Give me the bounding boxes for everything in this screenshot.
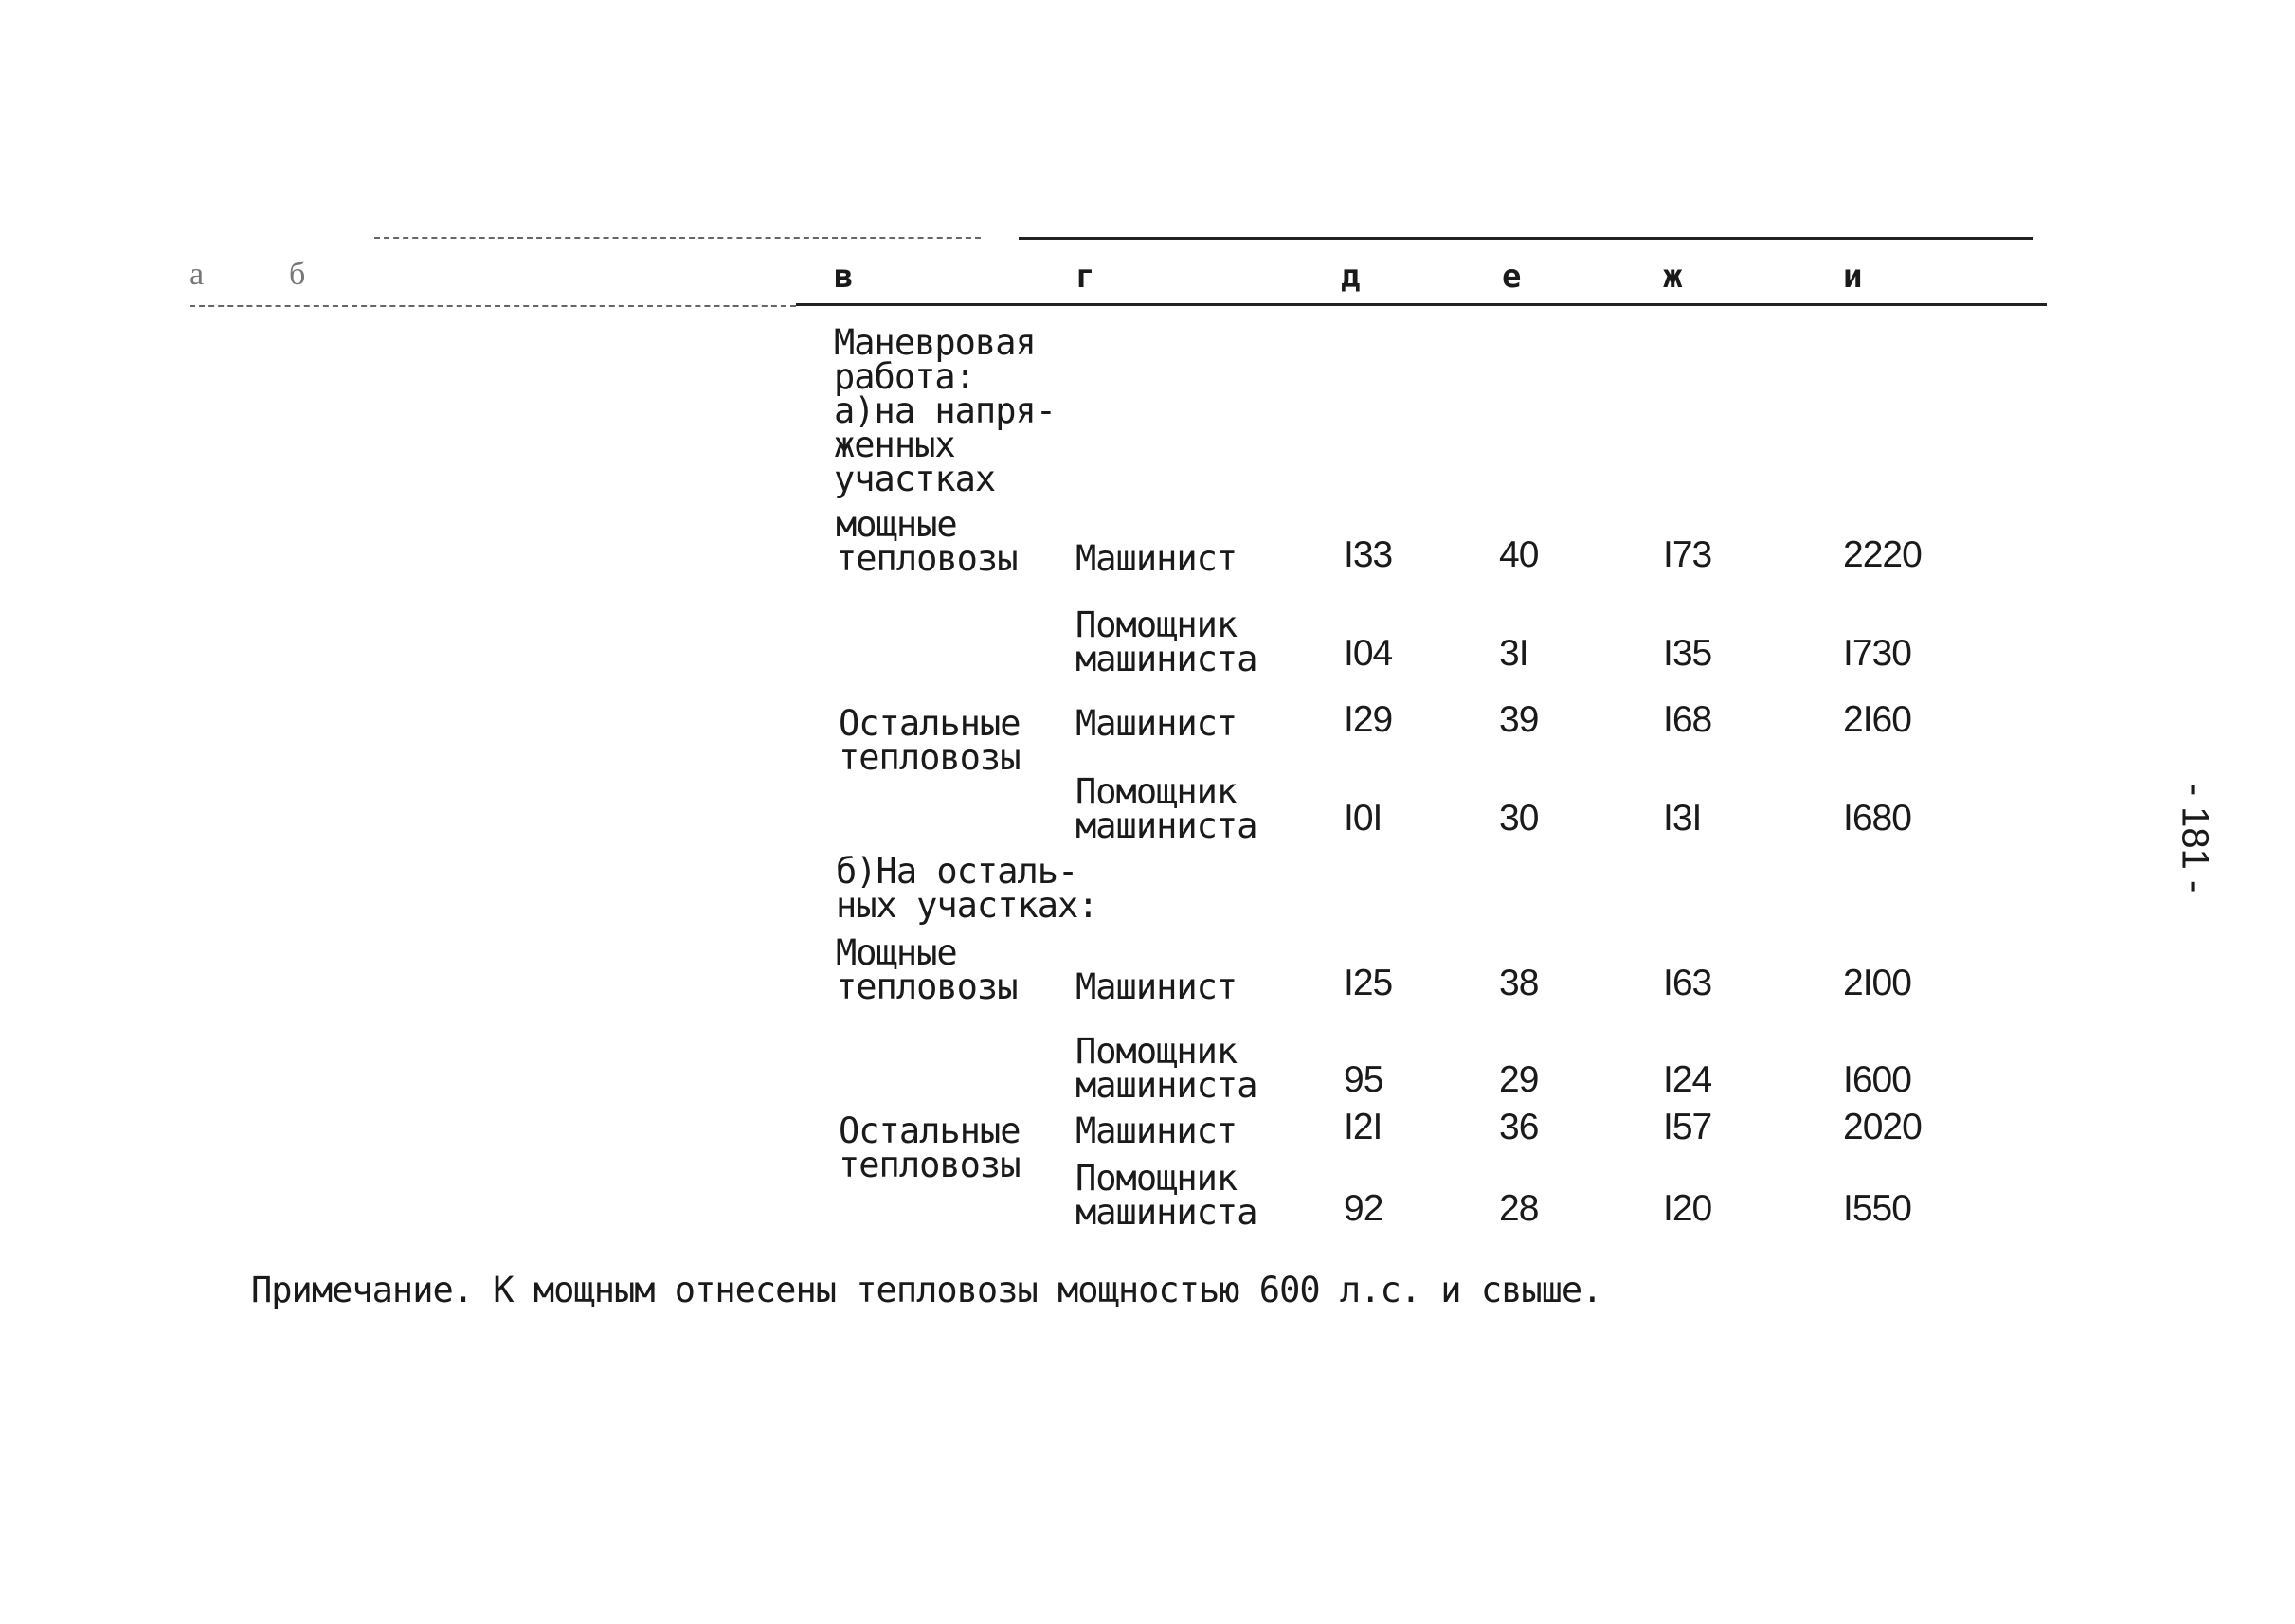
row-value-i: I680	[1843, 798, 1911, 839]
header-col-g: г	[1075, 258, 1094, 296]
header-col-i: и	[1843, 258, 1862, 296]
row-value-e: 39	[1499, 699, 1539, 740]
header-col-d: д	[1341, 258, 1360, 296]
row-value-e: 3I	[1499, 633, 1528, 674]
header-col-v: в	[834, 258, 853, 296]
row-value-zh: I73	[1663, 534, 1712, 575]
page-number: - 181 -	[2174, 783, 2216, 893]
subsection-title: б)На осталь- ных участках:	[836, 851, 1098, 926]
row-value-e: 38	[1499, 963, 1539, 1003]
row-value-zh: I63	[1663, 963, 1712, 1003]
row-value-i: 2I00	[1843, 963, 1911, 1003]
header-col-zh: ж	[1663, 258, 1682, 296]
row-role-label: Машинист	[1075, 703, 1238, 744]
row-value-e: 29	[1499, 1059, 1539, 1100]
row-value-zh: I20	[1663, 1188, 1712, 1229]
row-value-d: 92	[1344, 1188, 1383, 1229]
row-value-i: I550	[1843, 1188, 1911, 1229]
section-title: Маневровая работа: а)на напря- женных участках	[834, 322, 1057, 499]
row-value-d: I29	[1344, 699, 1393, 740]
row-role-label: Машинист	[1075, 538, 1238, 579]
row-role-label: Помощник машиниста	[1075, 771, 1257, 846]
header-bottom-rule-left	[190, 305, 796, 307]
row-role-label: Помощник машиниста	[1075, 1158, 1257, 1233]
row-value-zh: I3I	[1663, 798, 1702, 839]
row-value-zh: I57	[1663, 1107, 1712, 1147]
header-top-rule-right	[1019, 237, 2033, 240]
row-value-d: I33	[1344, 534, 1393, 575]
header-col-b: б	[289, 257, 305, 292]
header-bottom-rule-right	[796, 303, 2047, 306]
row-value-i: I730	[1843, 633, 1911, 674]
row-role-label: Машинист	[1075, 966, 1238, 1007]
header-col-a: а	[190, 257, 204, 292]
row-value-e: 28	[1499, 1188, 1539, 1229]
row-group-label: Остальные тепловозы	[839, 703, 1021, 778]
row-group-label: Остальные тепловозы	[839, 1110, 1021, 1185]
row-group-label: мощные тепловозы	[836, 504, 1018, 579]
row-value-d: I0I	[1344, 798, 1382, 839]
row-value-zh: I35	[1663, 633, 1712, 674]
row-value-i: 2I60	[1843, 699, 1911, 740]
header-top-rule-left	[374, 237, 981, 239]
row-value-i: I600	[1843, 1059, 1911, 1100]
row-group-label: Мощные тепловозы	[836, 932, 1018, 1007]
row-value-e: 36	[1499, 1107, 1539, 1147]
row-role-label: Помощник машиниста	[1075, 1031, 1257, 1106]
row-value-e: 30	[1499, 798, 1539, 839]
row-value-zh: I68	[1663, 699, 1712, 740]
row-value-i: 2020	[1843, 1107, 1922, 1147]
header-col-e: е	[1502, 258, 1521, 296]
row-value-i: 2220	[1843, 534, 1922, 575]
row-value-d: I25	[1344, 963, 1393, 1003]
row-value-e: 40	[1499, 534, 1539, 575]
row-role-label: Помощник машиниста	[1075, 604, 1257, 679]
row-value-d: I04	[1344, 633, 1393, 674]
row-value-d: I2I	[1344, 1107, 1382, 1147]
row-role-label: Машинист	[1075, 1110, 1238, 1151]
row-value-zh: I24	[1663, 1059, 1712, 1100]
row-value-d: 95	[1344, 1059, 1383, 1100]
footnote: Примечание. К мощным отнесены тепловозы мощностью 600 л.с. и свыше.	[251, 1270, 1602, 1310]
